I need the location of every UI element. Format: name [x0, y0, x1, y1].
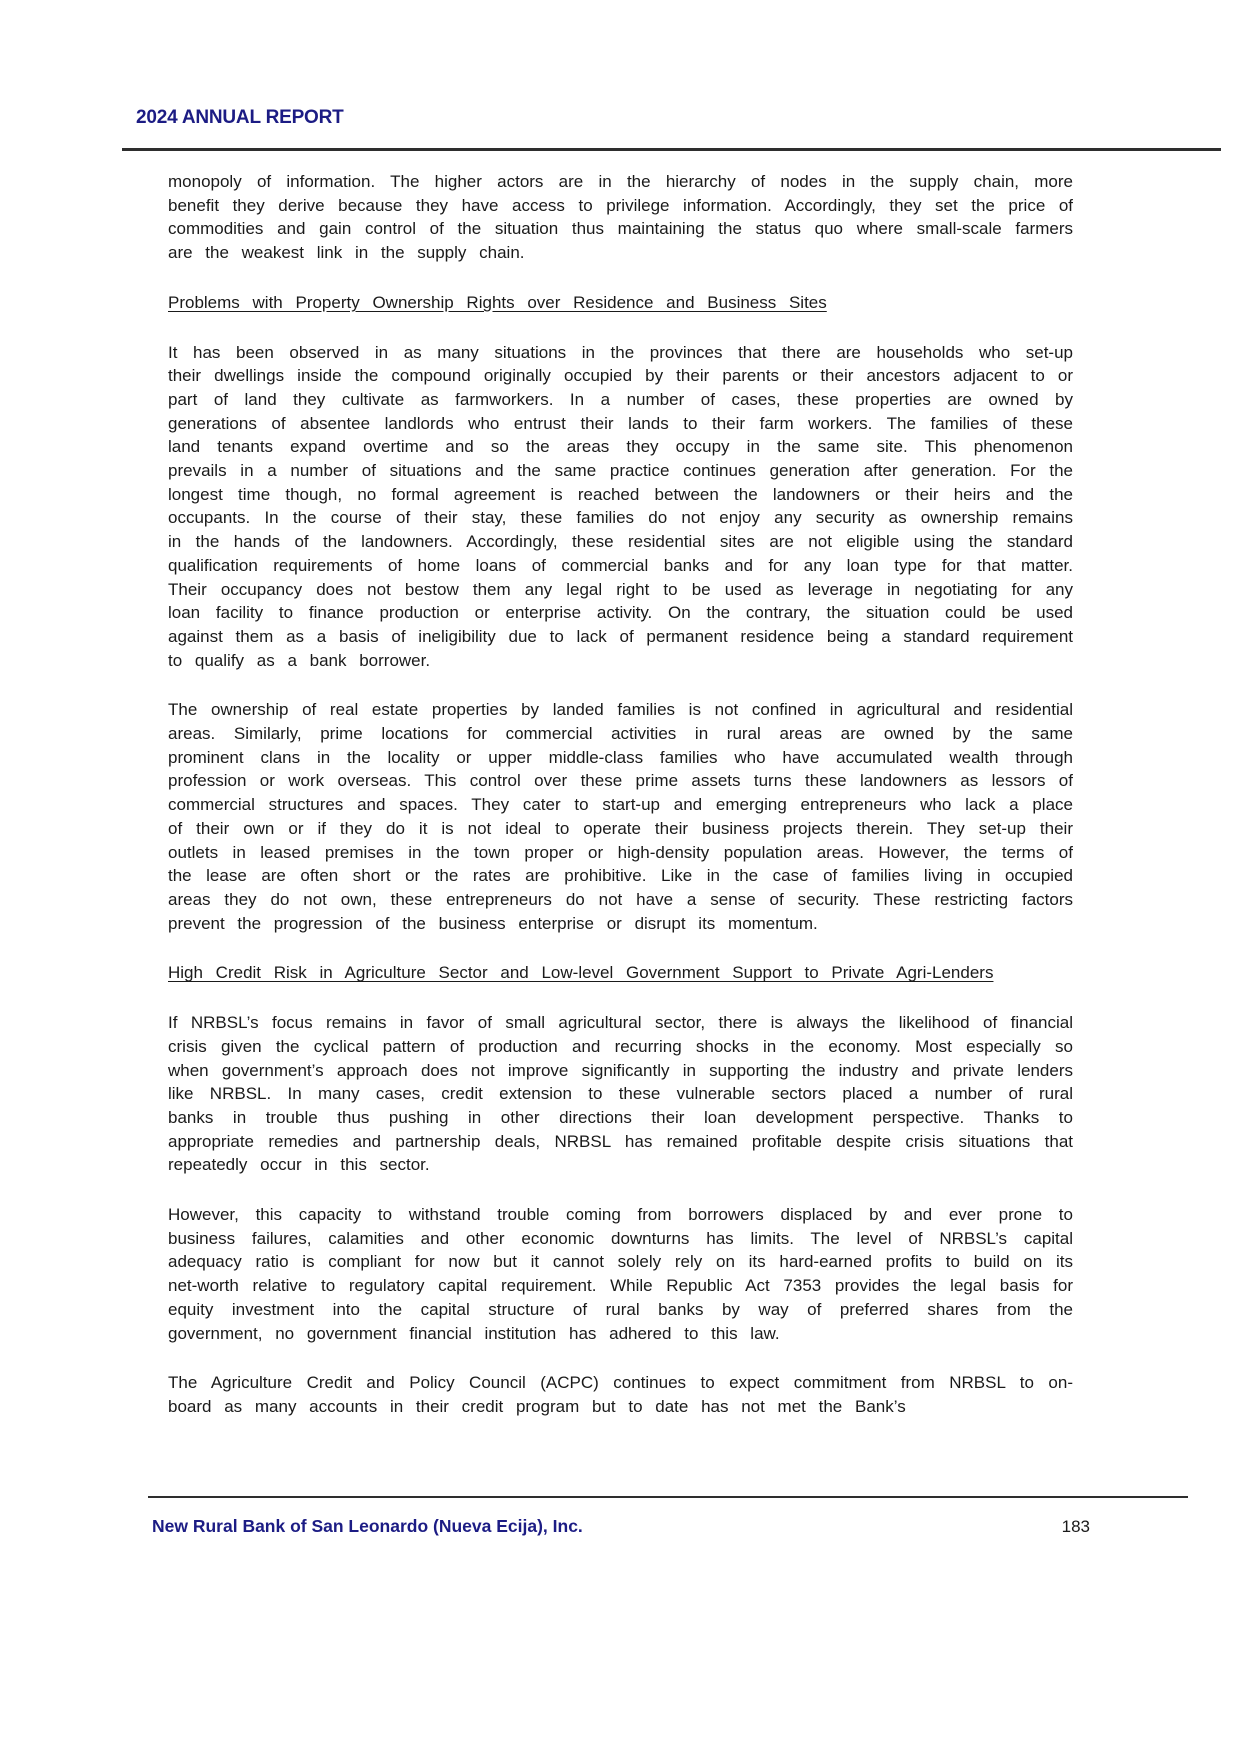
paragraph-capacity-limits: However, this capacity to withstand trouble coming from borrowers displaced by and ever prone to business failures, calamities and other economic downturns has limits. The level of NRBSL’s capital adequacy ratio is compliant for now but it cannot solely rely on its hard-earned profits to build on its net-worth relative to regulatory capital requirement. While Republic Act 7353 provides the legal basis for equity investment into the capital structure of rural banks by way of preferred shares from the government, no government financial institution has adhered to this law. — [168, 1205, 1073, 1343]
paragraph-household-dwellings: It has been observed in as many situations in the provinces that there are households who set-up their dwellings inside the compound originally occupied by their parents or their ancestors adjacent to or part of land they cultivate as farmworkers. In a number of cases, these properties are owned by generations of absentee landlords who entrust their lands to their farm workers. The families of these land tenants expand overtime and so the areas they occupy in the same site. This phenomenon prevails in a number of situations and the same practice continues generation after generation. For the longest time though, no formal agreement is reached between the landowners or their heirs and the occupants. In the course of their stay, these families do not enjoy any security as ownership remains in the hands of the landowners. Accordingly, these residential sites are not eligible using the standard qualification requirements of home loans of commercial banks and for any loan type for that matter. Their occupancy does not bestow them any legal right to be used as leverage in negotiating for any loan facility to finance production or enterprise activity. On the contrary, the situation could be used against them as a basis of ineligibility due to lack of permanent residence being a standard requirement to qualify as a bank borrower. — [168, 342, 1073, 670]
footer-rule — [148, 1496, 1188, 1498]
paragraph-nrbsl-focus: If NRBSL’s focus remains in favor of small agricultural sector, there is always the likelihood of financial crisis given the cyclical pattern of production and recurring shocks in the economy. Most especially so when government’s approach does not improve significantly in supporting the industry and private lenders like NRBSL. In many cases, credit extension to these vulnerable sectors placed a number of rural banks in trouble thus pushing in other directions their loan development perspective. Thanks to appropriate remedies and partnership deals, NRBSL has remained profitable despite crisis situations that repeatedly occur in this sector. — [168, 1013, 1073, 1175]
page-footer — [152, 1516, 1090, 1537]
document-body — [168, 170, 1073, 1445]
report-header-title: 2024 ANNUAL REPORT — [136, 107, 344, 128]
footer-bank-name: New Rural Bank of San Leonardo (Nueva Ecija), Inc. — [152, 1516, 583, 1536]
footer-page-number: 183 — [1061, 1517, 1090, 1536]
paragraph-real-estate-ownership: The ownership of real estate properties by landed families is not confined in agricultural and residential areas. Similarly, prime locations for commercial activities in rural areas are owned by the same prominent clans in the locality or upper middle-class families who have accumulated wealth through profession or work overseas. This control over these prime assets turns these landowners as lessors of commercial structures and spaces. They cater to start-up and emerging entrepreneurs who lack a place of their own or if they do it is not ideal to operate their business projects therein. They set-up their outlets in leased premises in the town proper or high-density population areas. However, the terms of the lease are often short or the rates are prohibitive. Like in the case of families living in occupied areas they do not own, these entrepreneurs do not have a sense of security. These restricting factors prevent the progression of the business enterprise or disrupt its momentum. — [168, 700, 1073, 933]
heading-high-credit-risk: High Credit Risk in Agriculture Sector and Low-level Government Support to Private Agri-Lenders — [168, 963, 994, 983]
paragraph-acpc-commitment: The Agriculture Credit and Policy Council (ACPC) continues to expect commitment from NRBSL to on-board as many accounts in their credit program but to date has not met the Bank’s — [168, 1373, 1073, 1416]
paragraph-supply-chain: monopoly of information. The higher actors are in the hierarchy of nodes in the supply chain, more benefit they derive because they have access to privilege information. Accordingly, they set the price of commodities and gain control of the situation thus maintaining the status quo where small-scale farmers are the weakest link in the supply chain. — [168, 172, 1073, 263]
heading-property-ownership-rights: Problems with Property Ownership Rights over Residence and Business Sites — [168, 292, 827, 312]
header-rule — [122, 148, 1221, 151]
